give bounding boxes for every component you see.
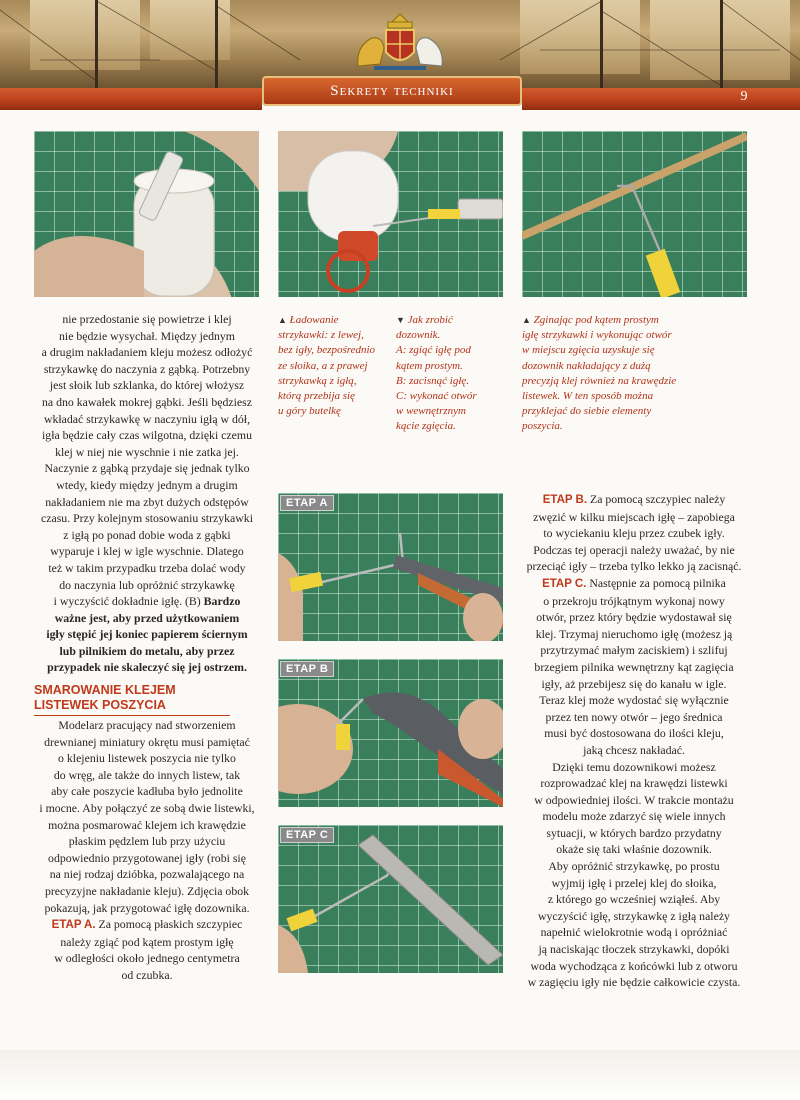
photo-illustration — [522, 131, 747, 297]
column-1-body-2 — [32, 717, 262, 984]
text-line: płaskim pędzlem lub przy użyciu — [68, 834, 226, 849]
text-line: drewnianej miniatury okrętu musi pamiętać — [44, 734, 250, 749]
text-line: Aby opróżnić strzykawkę, po prostu — [548, 859, 720, 874]
text-line: na niej rodzaj dzióbka, pozwalającego na — [49, 867, 245, 882]
text-line: i wyczyścić dokładnie igłę. (B) — [53, 594, 204, 609]
caption-loading-syringe — [278, 313, 378, 419]
caption-line: dozownik. — [396, 329, 441, 342]
text-line: w odległości około jednego centymetra — [54, 951, 240, 966]
text-line: Teraz klej może wydostać się wyłącznie — [539, 693, 729, 708]
text-line: o klejeniu listewek poszycia nie tylko — [58, 751, 236, 766]
text-line: w zagięciu igły nie będzie całkowicie czysta. — [527, 975, 741, 990]
important-note: Bardzo — [203, 594, 241, 609]
header-banner — [0, 0, 800, 88]
etap-a-inline-label: ETAP A. — [51, 919, 96, 932]
photo-illustration — [278, 659, 503, 807]
text-line: Dzięki temu dozownikowi możesz — [552, 759, 716, 774]
text-line: też w takim przypadku trzeba dolać wody — [48, 560, 246, 575]
text-line: wkładać strzykawkę w naczyniu igłą w dół, — [43, 411, 251, 426]
text-line: nie będzie wysychał. Między jednym — [59, 328, 235, 343]
text-line: przytrzymać małym zaciskiem) i szlifuj — [540, 643, 728, 658]
text-line: igła będzie cały czas wilgotna, dzięki czemu — [42, 428, 252, 443]
caption-line: ze słoika, a z prawej — [278, 359, 368, 372]
caption-line: kątem prostym. — [396, 359, 463, 372]
page-number: 9 — [740, 89, 748, 104]
text-line: jaką chcesz nakładać. — [583, 742, 685, 757]
text-line: czasu. Przy kolejnym stosowaniu strzykawki — [41, 511, 253, 526]
important-note: igły stępić jej koniec papierem ściernym — [46, 627, 248, 642]
caption-how-to-make-dispenser — [396, 313, 506, 435]
caption-line: strzykawki: z lewej, — [278, 329, 364, 342]
text-line: z którego go wcześniej wziąłeś. Aby — [547, 892, 721, 907]
text-line: pokazują, jak przygotować igłę dozownika. — [44, 900, 250, 915]
text-line: należy zgiąć pod kątem prostym igłę — [60, 934, 234, 949]
photo-etap-a — [278, 493, 503, 641]
caption-line: B: zacisnąć igłę. — [396, 374, 470, 387]
text-line: wtedy, kiedy między jednym a drugim — [56, 477, 238, 492]
text-line: wyjmij igłę i przelej klej do słoika, — [551, 875, 717, 890]
text-line: brzegiem pilnika wewnętrzny kąt zagięcia — [534, 659, 734, 674]
text-line: Podczas tej operacji należy uważać, by nie — [533, 542, 735, 557]
section-title: Sekrety techniki — [262, 76, 522, 106]
text-line: Modelarz pracujący nad stworzeniem — [58, 718, 236, 732]
text-line: ją naciskając tłoczek strzykawki, dopóki — [538, 942, 730, 957]
heading-line: SMAROWANIE KLEJEM — [34, 683, 176, 697]
important-note: ważne jest, aby przed użytkowaniem — [54, 610, 240, 625]
text-line: strzykawkę do naczynia z gąbką. Potrzebny — [43, 361, 251, 376]
text-line: w odpowiedniej ilości. W trakcie montażu — [534, 792, 734, 807]
caption-line: igłę strzykawki i wykonując otwór — [522, 329, 672, 342]
text-line: z igłą po ponad dobie woda z gąbki — [63, 527, 231, 542]
photo-illustration — [278, 825, 503, 973]
text-line: to wyciekaniu kleju przez czubek igły. — [543, 526, 725, 541]
text-line: woda wychodząca z końcówki lub z otworu — [530, 958, 738, 973]
photo-etap-b — [278, 659, 503, 807]
text-line: na dno kawałek mokrej gąbki. Jeśli będziesz — [42, 394, 252, 409]
text-line: zwęzić w kilku miejscach igłę – zapobiega — [533, 509, 735, 524]
photo-bottle-syringe — [34, 131, 259, 297]
important-note: przypadek nie skaleczyć się jej ostrzem. — [47, 660, 247, 675]
text-line: klej w niej nie wyschnie i nie zatka jej. — [55, 444, 239, 459]
text-line: musi być dostosowana do ilości kleju, — [544, 726, 724, 741]
text-line: do naczynia lub opróżnić strzykawkę — [59, 577, 235, 592]
text-line: precyzyjne nakładanie kleju). Zdjęcia obok — [44, 883, 250, 898]
etap-b-label: ETAP B — [280, 661, 334, 677]
text-line: odpowiednio przygotowanej igły (robi się — [48, 850, 246, 865]
photo-etap-c — [278, 825, 503, 973]
photo-bent-needle — [522, 131, 747, 297]
text-line: modelu może zdarzyć się wiele innych — [542, 809, 726, 824]
text-line: Za pomocą szczypiec należy — [587, 492, 726, 506]
text-line: otwór, przez który będzie wydostawał się — [536, 610, 732, 625]
caption-line: dozownik nakładający z dużą — [522, 359, 651, 372]
text-line: można posmarować klejem ich krawędzie — [48, 817, 246, 832]
caption-line: A: zgiąć igłę pod — [396, 344, 471, 357]
etap-c-label: ETAP C — [280, 827, 334, 843]
photo-illustration — [34, 131, 259, 297]
caption-line: Jak zrobić — [407, 314, 453, 326]
text-line: wyparuje i klej w igle wyschnie. Dlatego — [50, 544, 244, 559]
text-line: wyczyścić igłę, strzykawkę z igłą należy — [538, 908, 730, 923]
etap-b-inline-label: ETAP B. — [542, 494, 588, 506]
royal-crest-icon — [338, 8, 462, 78]
text-line: sytuacji, w których bardzo przydatny — [546, 825, 722, 840]
caption-line: kącie zgięcia. — [396, 420, 456, 433]
arrow-down-icon: ▼ — [396, 315, 405, 325]
important-note: lub pilnikiem do metalu, aby przez — [59, 643, 235, 658]
caption-line: w wewnętrznym — [396, 405, 466, 418]
caption-bent-needle — [522, 313, 747, 435]
text-line: rozprowadzać klej na krawędzi listewki — [540, 776, 728, 791]
column-3-body — [518, 491, 750, 991]
text-line: nie przedostanie się powietrze i klej — [62, 312, 232, 326]
etap-a-label: ETAP A — [280, 495, 334, 511]
text-line: o przekroju trójkątnym wykonaj nowy — [543, 593, 725, 608]
text-line: od czubka. — [121, 967, 173, 982]
caption-line: w miejscu zgięcia uzyskuje się — [522, 344, 655, 357]
header-ribbon-left — [0, 88, 262, 110]
arrow-up-icon: ▲ — [278, 315, 287, 325]
header-ribbon-right — [522, 88, 800, 110]
section-heading-glueing-strips — [34, 683, 230, 716]
text-line: Następnie za pomocą pilnika — [586, 575, 726, 590]
caption-line: przyklejać do siebie elementy — [522, 405, 652, 418]
caption-line: Zginając pod kątem prostym — [533, 314, 659, 326]
text-line: jest słoik lub szklanka, do której włożysz — [49, 378, 245, 393]
etap-c-inline-label: ETAP C. — [542, 577, 587, 590]
text-line: do wręg, ale także do innych listew, tak — [53, 767, 241, 782]
text-line: Naczynie z gąbką przydaje się jednak tylko — [44, 461, 250, 476]
photo-illustration — [278, 131, 503, 297]
text-line: igły, aż przebijesz się do kanału w igle. — [541, 676, 727, 691]
photo-glue-bottle-needle — [278, 131, 503, 297]
text-line: Za pomocą płaskich szczypiec — [95, 917, 243, 932]
column-1-body — [32, 311, 262, 676]
text-line: przez ten nowy otwór – jego średnica — [545, 709, 723, 724]
text-line: okaże się taki właśnie dozownik. — [556, 842, 712, 857]
caption-line: bez igły, bezpośrednio — [278, 344, 376, 357]
caption-line: u góry butelkę — [278, 405, 341, 418]
caption-line: którą przebija się — [278, 390, 355, 403]
caption-line: Ładowanie — [289, 314, 339, 326]
arrow-up-icon: ▲ — [522, 315, 531, 325]
caption-line: precyzją klej również na krawędzie — [522, 374, 677, 387]
text-line: i mocne. Aby połączyć ze sobą dwie listewki, — [39, 800, 255, 815]
caption-line: listewek. W ten sposób można — [522, 390, 654, 403]
text-line: przeciąć igły – trzeba tylko lekko ją zacisnąć. — [526, 559, 742, 574]
caption-line: C: wykonać otwór — [396, 390, 477, 403]
text-line: nakładaniem nie ma zbyt dużych odstępów — [45, 494, 249, 509]
photo-illustration — [278, 493, 503, 641]
text-line: klej. Trzymaj nieruchomo igłę (możesz ją — [535, 626, 733, 641]
text-line: napełnić wielokrotnie wodą i opróżniać — [540, 925, 728, 940]
text-line: aby całe poszycie kadłuba było jednolite — [51, 784, 243, 799]
caption-line: poszycia. — [522, 420, 563, 433]
caption-line: strzykawką z igłą, — [278, 374, 357, 387]
heading-line: LISTEWEK POSZYCIA — [34, 698, 166, 712]
page-bottom-margin — [0, 1050, 800, 1100]
text-line: a drugim nakładaniem kleju możesz odłożyć — [41, 345, 253, 360]
